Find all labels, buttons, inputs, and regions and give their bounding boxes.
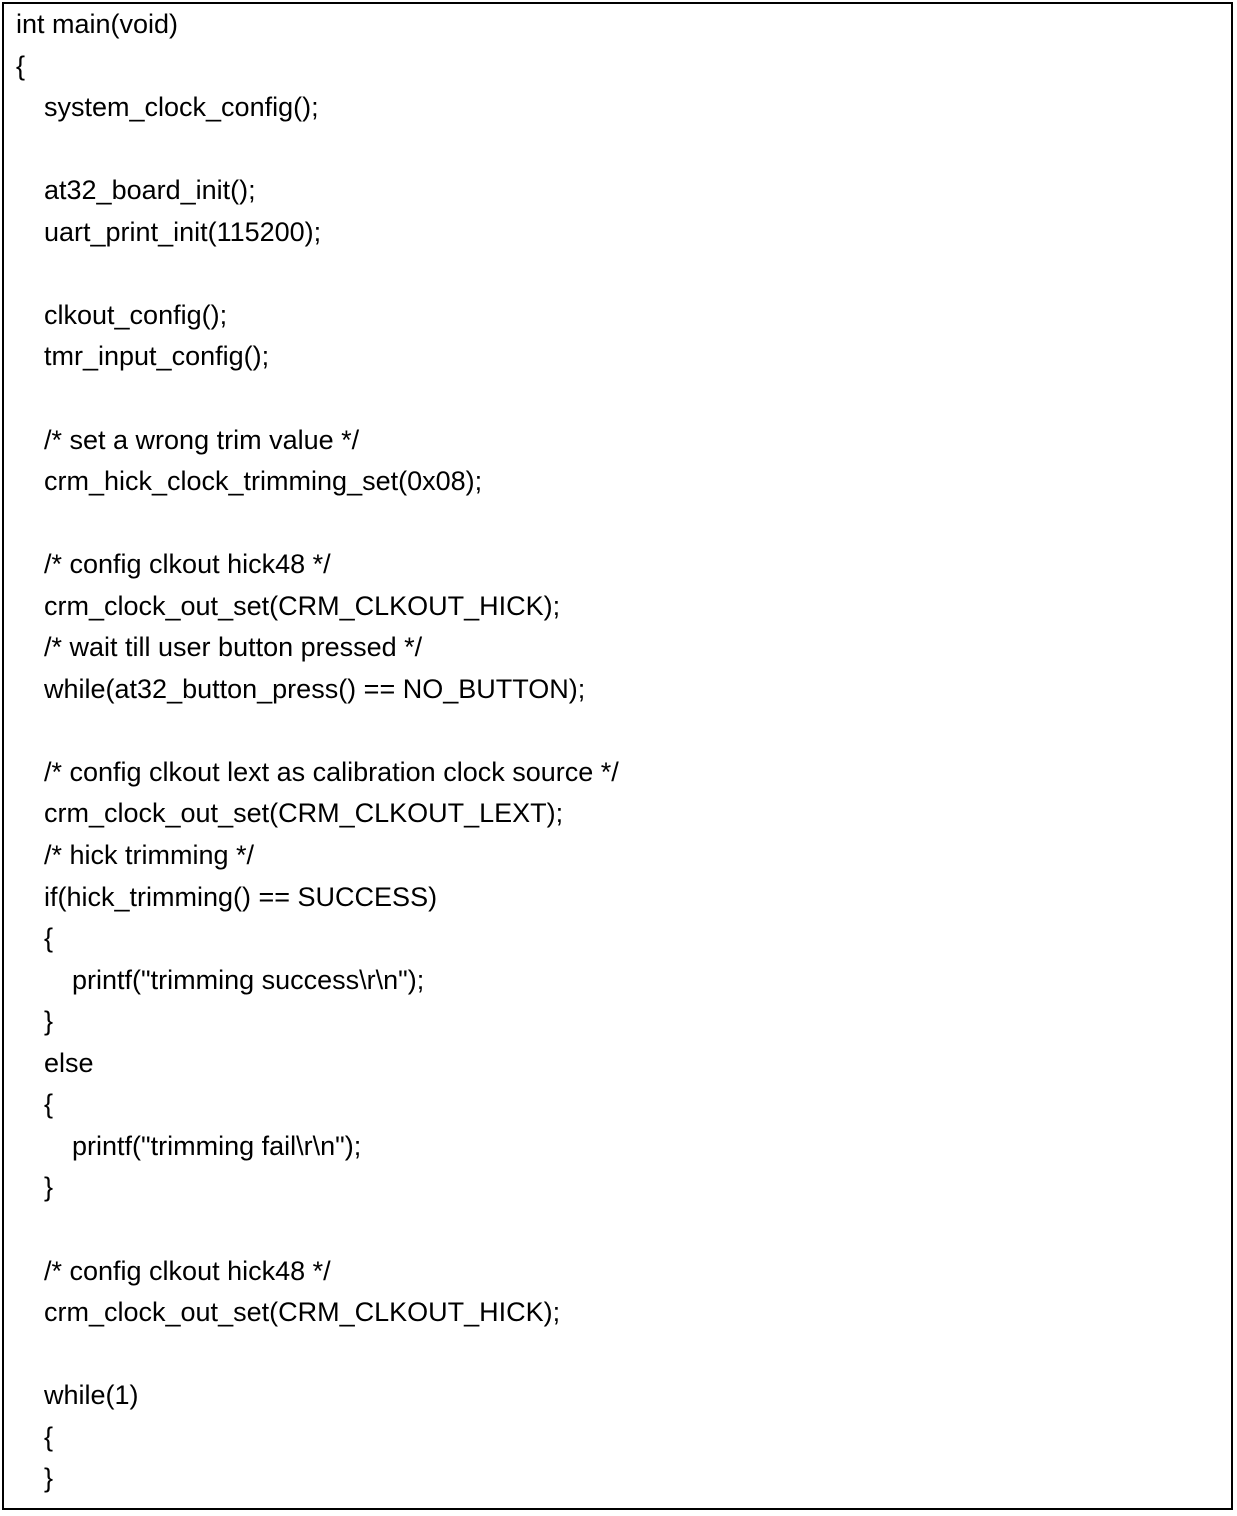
code-line: system_clock_config();	[44, 92, 319, 123]
code-line: crm_hick_clock_trimming_set(0x08);	[44, 466, 483, 496]
code-line: /* config clkout hick48 */	[44, 549, 331, 580]
code-line: }	[44, 1463, 54, 1494]
code-line: /* wait till user button pressed */	[44, 632, 423, 663]
code-line: }	[44, 1172, 54, 1203]
code-line: {	[16, 50, 26, 81]
code-line: at32_board_init();	[44, 175, 256, 206]
code-line: /* hick trimming */	[44, 840, 255, 870]
code-line: /* set a wrong trim value */	[44, 424, 360, 455]
code-line: {	[44, 1089, 54, 1120]
code-line: while(at32_button_press() == NO_BUTTON);	[44, 673, 586, 704]
code-line: if(hick_trimming() == SUCCESS)	[44, 881, 438, 912]
code-line: int main(void)	[16, 9, 179, 39]
code-line: /* config clkout lext as calibration clock source */	[44, 756, 619, 787]
code-line: while(1)	[44, 1380, 139, 1411]
code-line: printf("trimming success\r\n");	[72, 964, 425, 995]
code-line: uart_print_init(115200);	[44, 216, 322, 247]
code-line: }	[44, 1006, 54, 1037]
code-line: clkout_config();	[44, 299, 228, 330]
code-line: crm_clock_out_set(CRM_CLKOUT_HICK);	[44, 590, 561, 621]
code-line: crm_clock_out_set(CRM_CLKOUT_HICK);	[44, 1297, 561, 1327]
code-line: /* config clkout hick48 */	[44, 1255, 331, 1286]
code-line: {	[44, 1421, 54, 1452]
code-line: tmr_input_config();	[44, 341, 270, 372]
code-listing-box	[2, 2, 1233, 1510]
code-line: printf("trimming fail\r\n");	[72, 1130, 362, 1161]
code-line: else	[44, 1047, 94, 1078]
code-line: crm_clock_out_set(CRM_CLKOUT_LEXT);	[44, 798, 564, 829]
code-line: {	[44, 923, 54, 954]
